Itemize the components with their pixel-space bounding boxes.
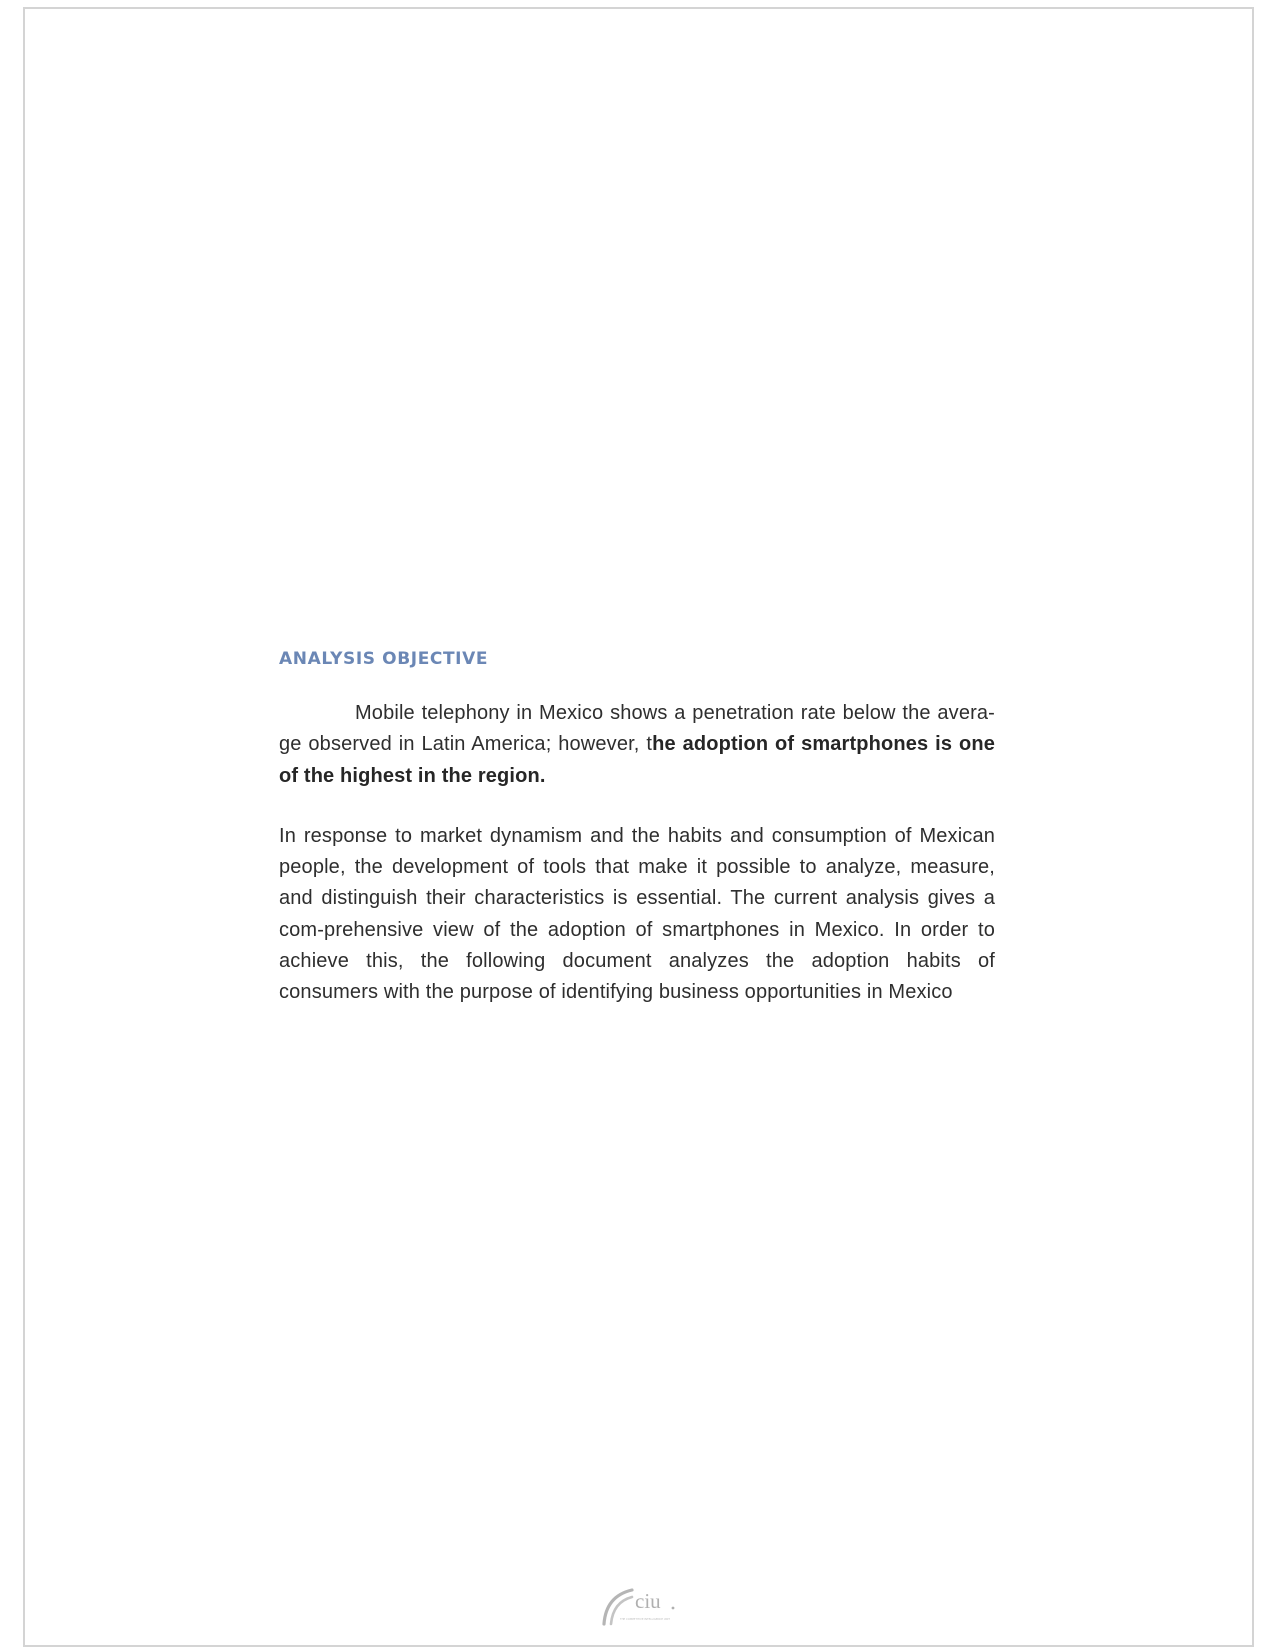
- ciu-logo: [598, 1580, 678, 1626]
- body-paragraph: In response to market dynamism and the habits and consumption of Mexican people, the development of tools that make it possible to analyze, measure, and distinguish their characteristics is essential. The current analysis gives a com-prehensive view of the adoption of smartphones in Mexico. In order to achieve this, the following document analyzes the adoption habits of consumers with the purpose of identifying business opportunities in Mexico: [279, 824, 995, 1004]
- section-heading: ANALYSIS OBJECTIVE: [279, 649, 489, 669]
- logo-tagline: THE COMPETITIVE INTELLIGENCE UNIT: [620, 1618, 670, 1621]
- logo-registered-dot: [672, 1607, 675, 1610]
- intro-paragraph: [279, 698, 995, 792]
- logo-wordmark: ciu: [635, 1589, 661, 1613]
- intro-emphasis-text: he adoption of smartphones is one of the highest in the region.: [279, 733, 995, 787]
- intro-lead-text: Mobile telephony in Mexico shows a penetration rate below the avera-ge observed in Latin America; however, t: [279, 702, 995, 756]
- page-content: [279, 648, 995, 1009]
